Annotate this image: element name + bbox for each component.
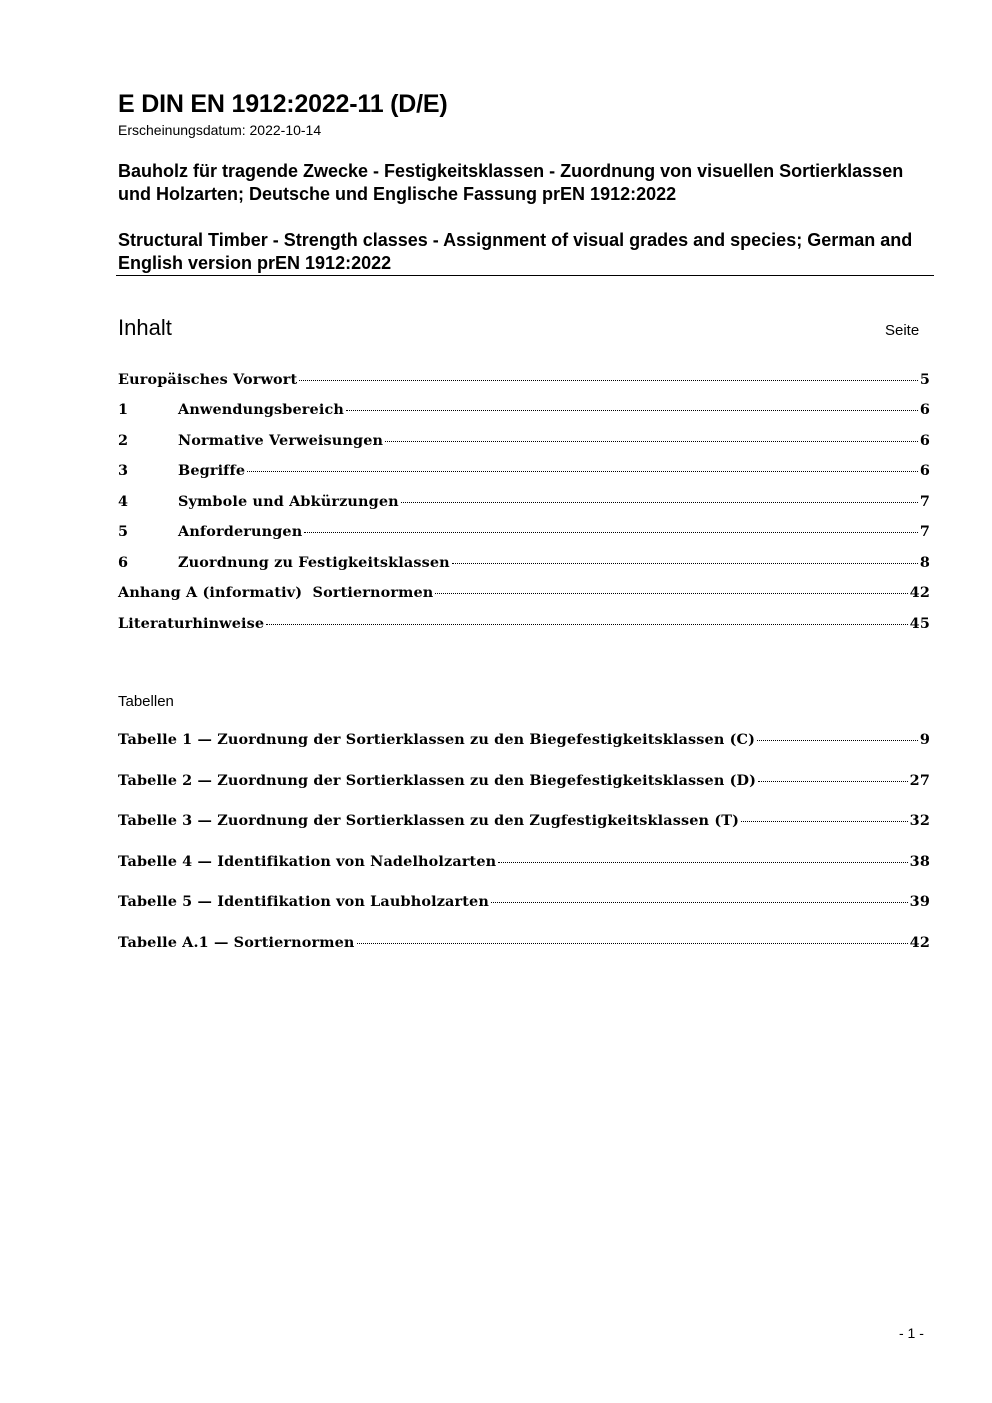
table-entry-label: Tabelle A.1 — Sortiernormen: [118, 934, 355, 951]
toc-entry-page: 6: [919, 401, 930, 418]
toc-entry-label: Anhang A (informativ) Sortiernormen: [118, 584, 434, 601]
toc-entry-label: Europäisches Vorwort: [118, 371, 298, 388]
toc-entry-page: 7: [919, 493, 930, 510]
tables-heading: Tabellen: [118, 693, 174, 710]
title-english: Structural Timber - Strength classes - Assignment of visual grades and species; German and English version prEN 1912:2022: [118, 230, 913, 273]
toc-entry-label: Anforderungen: [178, 523, 303, 540]
title-german: Bauholz für tragende Zwecke - Festigkeitsklassen - Zuordnung von visuellen Sortierklassen und Holzarten; Deutsche und Englische Fassung prEN 1912:2022: [118, 161, 904, 204]
dot-leader: [266, 624, 907, 625]
table-entry-page: 32: [909, 812, 930, 829]
toc-entry-label: Anwendungsbereich: [178, 401, 344, 418]
table-entry-label: Tabelle 3 — Zuordnung der Sortierklassen zu den Zugfestigkeitsklassen (T): [118, 812, 740, 829]
table-entry-page: 38: [909, 853, 930, 870]
dot-leader: [758, 781, 908, 782]
toc-entry[interactable]: [118, 554, 930, 574]
header-divider: [116, 275, 934, 276]
table-entry-label: Tabelle 1 — Zuordnung der Sortierklassen zu den Biegefestigkeitsklassen (C): [118, 731, 756, 748]
toc-entry-page: 7: [919, 523, 930, 540]
dot-leader: [385, 441, 918, 442]
toc-heading: Inhalt: [118, 315, 172, 340]
table-entry-label: Tabelle 2 — Zuordnung der Sortierklassen zu den Biegefestigkeitsklassen (D): [118, 772, 757, 789]
dot-leader: [435, 593, 907, 594]
table-entry[interactable]: [118, 853, 930, 873]
dot-leader: [741, 821, 908, 822]
dot-leader: [401, 502, 918, 503]
toc-entry-label: Normative Verweisungen: [178, 432, 384, 449]
table-entry[interactable]: [118, 731, 930, 751]
toc-entry-number: 3: [118, 462, 129, 479]
toc-entry-number: 1: [118, 401, 129, 418]
table-entry-page: 9: [919, 731, 930, 748]
dot-leader: [304, 532, 917, 533]
dot-leader: [299, 380, 918, 381]
dot-leader: [757, 740, 918, 741]
dot-leader: [247, 471, 918, 472]
table-entry-page: 27: [909, 772, 930, 789]
toc-entry[interactable]: [118, 523, 930, 543]
toc-entry-label: Symbole und Abkürzungen: [178, 493, 399, 510]
toc-entry-label: Literaturhinweise: [118, 615, 265, 632]
toc-entry-number: 2: [118, 432, 129, 449]
dot-leader: [498, 862, 907, 863]
dot-leader: [357, 943, 908, 944]
document-id: E DIN EN 1912:2022-11 (D/E): [118, 90, 448, 118]
publication-date: Erscheinungsdatum: 2022-10-14: [118, 122, 322, 138]
dot-leader: [452, 563, 918, 564]
table-entry[interactable]: [118, 772, 930, 792]
dot-leader: [491, 902, 908, 903]
table-entry-page: 39: [909, 893, 930, 910]
toc-entry-label: Begriffe: [178, 462, 246, 479]
toc-entry[interactable]: [118, 493, 930, 513]
table-entry[interactable]: [118, 812, 930, 832]
toc-entry-number: 4: [118, 493, 129, 510]
page-column-label: Seite: [885, 322, 920, 339]
toc-entry-number: 6: [118, 554, 129, 571]
toc-entry-page: 6: [919, 462, 930, 479]
toc-entry[interactable]: [118, 462, 930, 482]
table-entry-label: Tabelle 4 — Identifikation von Nadelholzarten: [118, 853, 497, 870]
table-entry-page: 42: [909, 934, 930, 951]
page-number: - 1 -: [899, 1325, 924, 1341]
toc-entry[interactable]: [118, 432, 930, 452]
table-entry-label: Tabelle 5 — Identifikation von Laubholzarten: [118, 893, 489, 910]
toc-entry[interactable]: [118, 371, 930, 391]
toc-entry-page: 42: [909, 584, 930, 601]
toc-entry-page: 45: [909, 615, 930, 632]
toc-entry-number: 5: [118, 523, 129, 540]
dot-leader: [346, 410, 918, 411]
toc-entry[interactable]: [118, 615, 930, 635]
toc-entry-label: Zuordnung zu Festigkeitsklassen: [178, 554, 450, 571]
toc-entry[interactable]: [118, 584, 930, 604]
toc-entry-page: 5: [919, 371, 930, 388]
toc-entry-page: 8: [919, 554, 930, 571]
table-entry[interactable]: [118, 893, 930, 913]
toc-entry[interactable]: [118, 401, 930, 421]
table-entry[interactable]: [118, 934, 930, 954]
toc-entry-page: 6: [919, 432, 930, 449]
